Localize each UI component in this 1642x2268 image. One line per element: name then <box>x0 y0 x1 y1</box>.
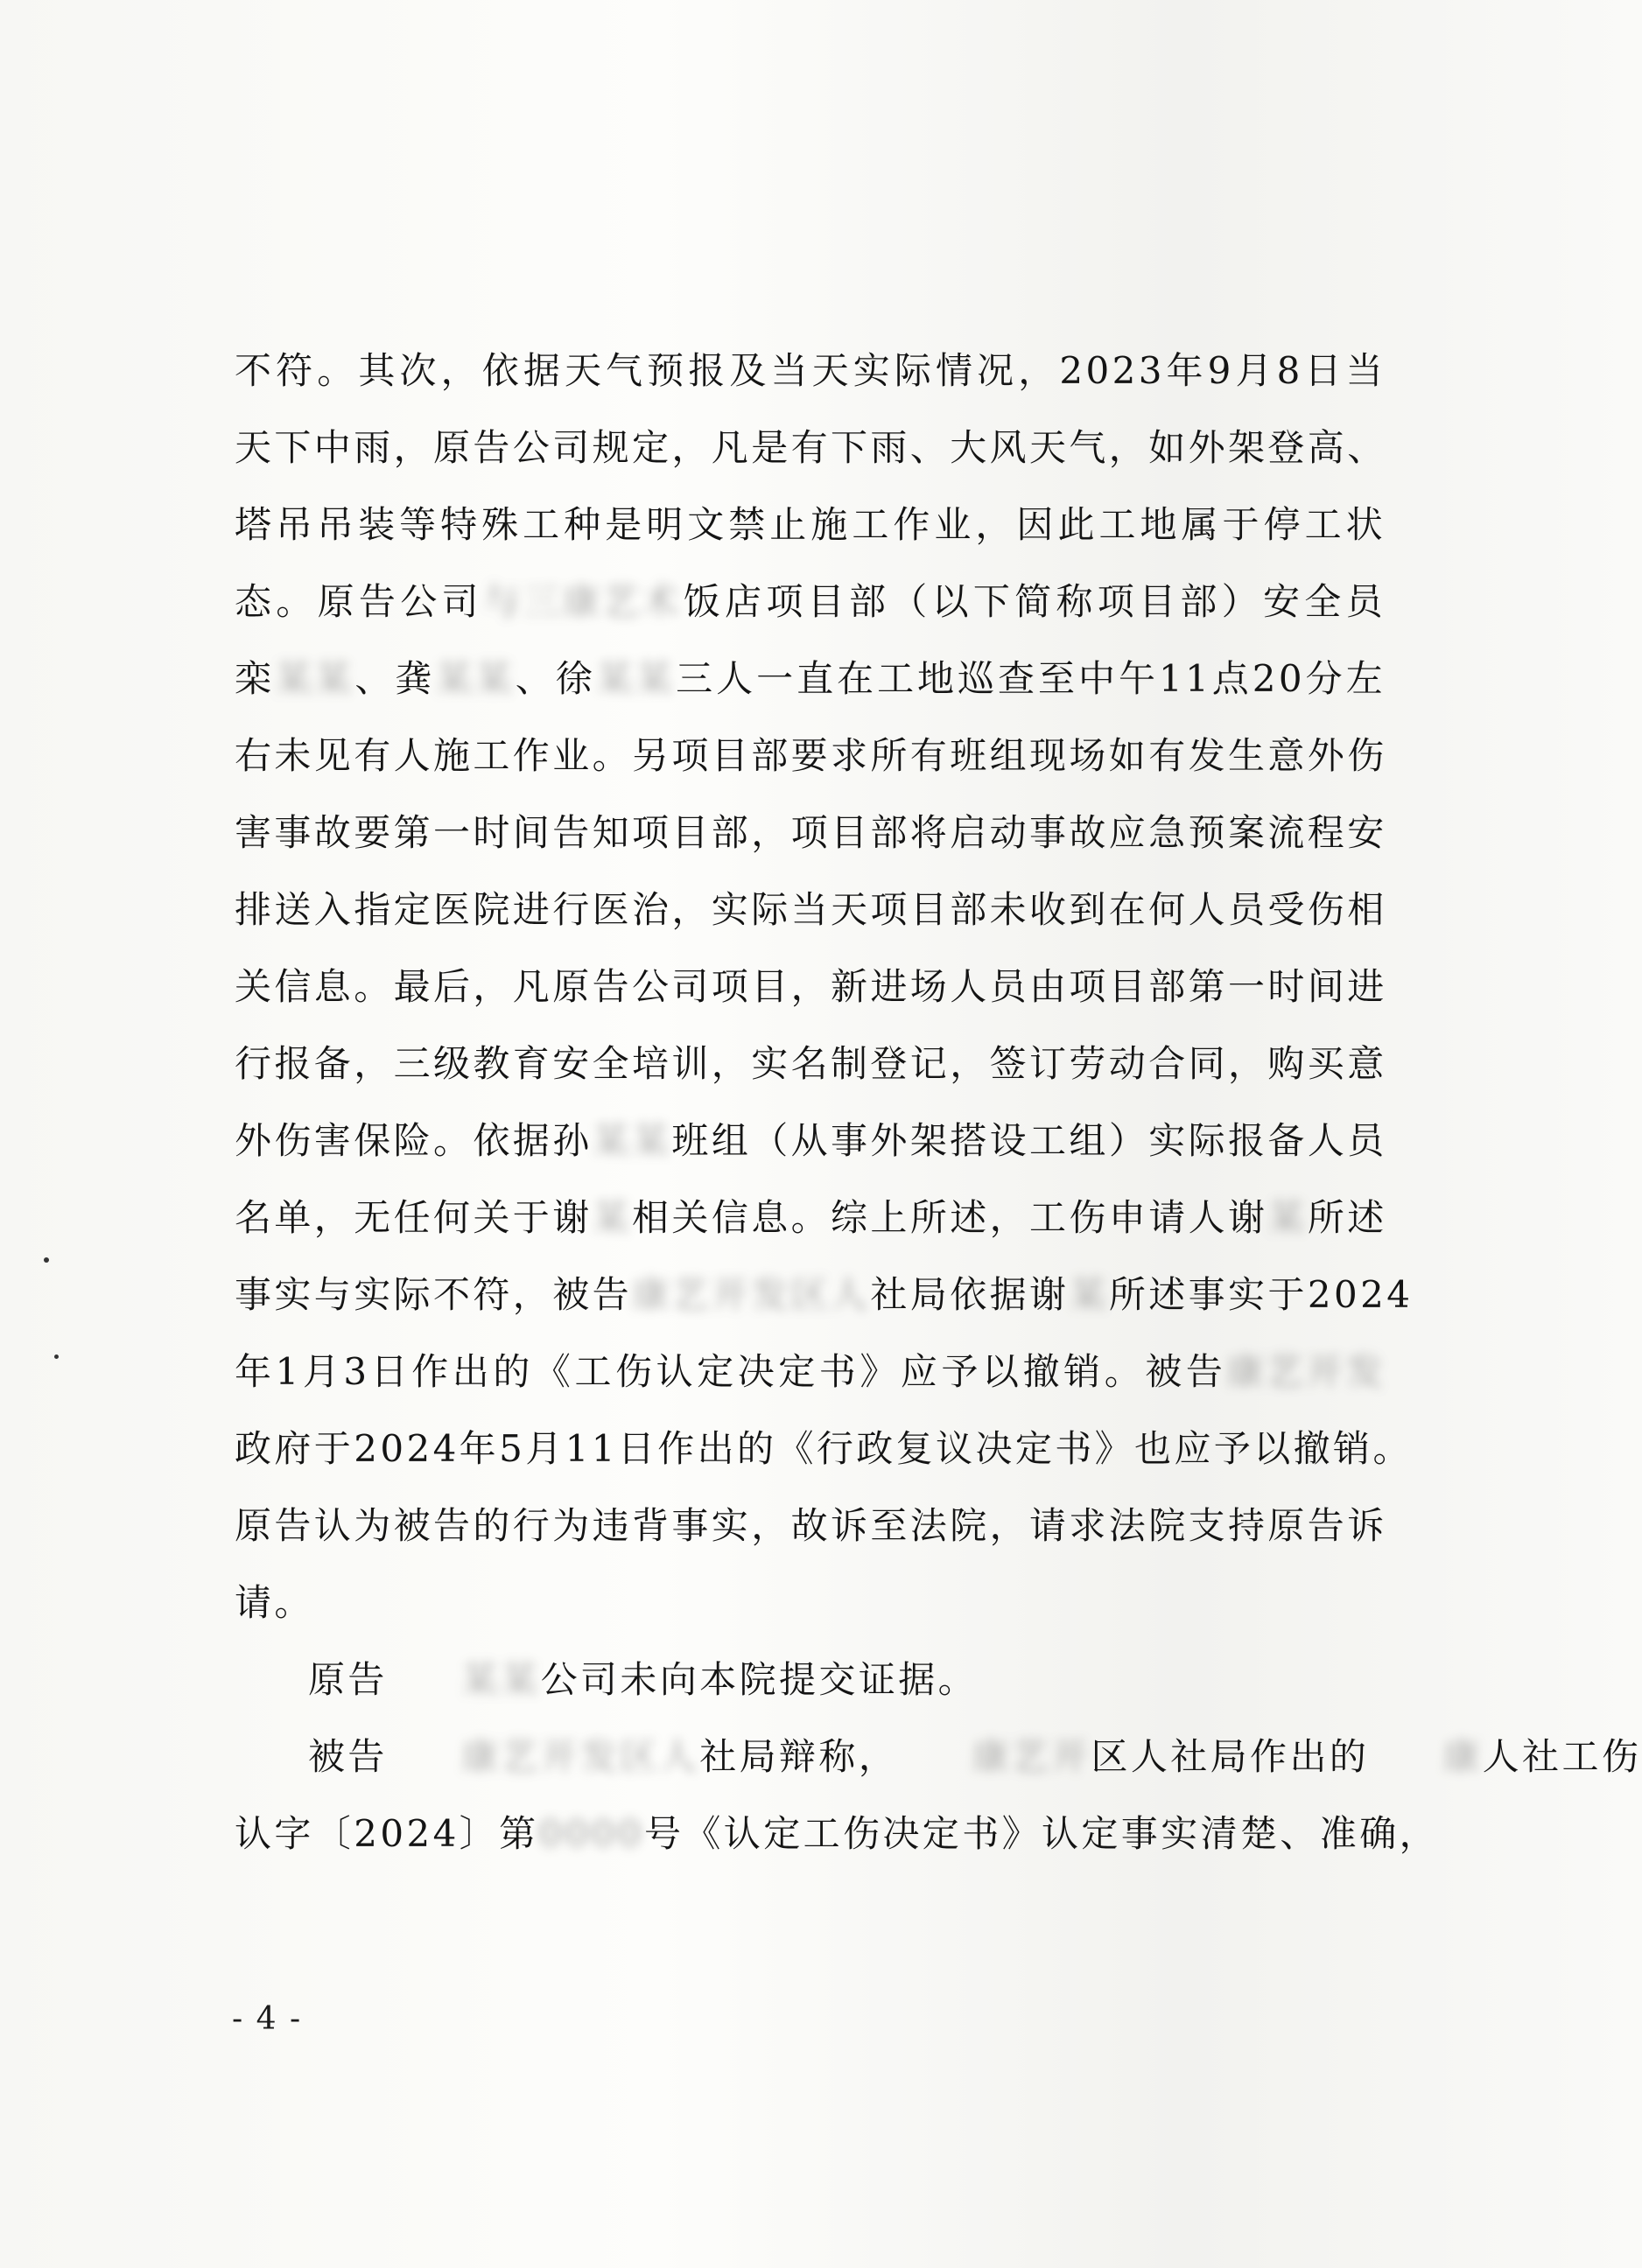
redacted-text: 某 <box>1069 1273 1109 1316</box>
text-line: 原告认为被告的行为违背事实，故诉至法院，请求法院支持原告诉 <box>235 1504 1387 1547</box>
text-line: 行报备，三级教育安全培训，实名制登记，签订劳动合同，购买意 <box>235 1042 1387 1085</box>
text-line: 态。原告公司与三康艺术饭店项目部（以下简称项目部）安全员 <box>235 564 1386 640</box>
redacted-text: 0000 <box>538 1812 644 1855</box>
text-line: 年1月3日作出的《工伤认定决定书》应予以撤销。被告康艺开发 <box>235 1334 1386 1410</box>
redacted-text: 康艺开发区人 <box>460 1735 700 1778</box>
text-line: 认字〔2024〕第0000号《认定工伤决定书》认定事实清楚、准确， <box>235 1796 1386 1872</box>
redacted-text: 康艺开 <box>972 1735 1091 1778</box>
redacted-text: 与三康艺术 <box>482 580 682 623</box>
text-line: 请。 <box>235 1581 314 1624</box>
redacted-text: 某某 <box>275 657 354 700</box>
redacted-text: 某 <box>592 1196 633 1239</box>
text-line: 关信息。最后，凡原告公司项目，新进场人员由项目部第一时间进 <box>235 965 1387 1008</box>
redacted-text: 某 <box>1267 1196 1308 1239</box>
text-line: 不符。其次，依据天气预报及当天实际情况，2023年9月8日当 <box>235 349 1386 392</box>
text-line: 排送入指定医院进行医治，实际当天项目部未收到在何人员受伤相 <box>235 888 1387 931</box>
text-line: 右未见有人施工作业。另项目部要求所有班组现场如有发生意外伤 <box>235 734 1387 777</box>
page-number: - 4 - <box>232 2001 303 2037</box>
redacted-text: 某某 <box>592 1119 672 1162</box>
paragraph-line: 被告 康艺开发区人社局辩称， 康艺开区人社局作出的 康人社工伤 <box>235 1718 1386 1796</box>
redacted-text: 康艺开发区人 <box>632 1273 871 1316</box>
paragraph-line: 原告 某某公司未向本院提交证据。 <box>235 1642 1386 1718</box>
body-text <box>235 332 1642 1872</box>
text-line: 害事故要第一时间告知项目部，项目部将启动事故应急预案流程安 <box>235 811 1387 854</box>
redacted-text: 某某 <box>435 657 516 700</box>
scan-speck <box>54 1354 59 1359</box>
redacted-text: 某某 <box>460 1658 541 1701</box>
redacted-text: 某某 <box>595 657 676 700</box>
text-line: 政府于2024年5月11日作出的《行政复议决定书》也应予以撤销。 <box>235 1427 1413 1470</box>
redacted-text: 康 <box>1442 1735 1483 1778</box>
scan-speck <box>44 1257 49 1263</box>
text-line: 栾某某、龚某某、徐某某三人一直在工地巡查至中午11点20分左 <box>235 640 1386 718</box>
text-line: 塔吊吊装等特殊工种是明文禁止施工作业，因此工地属于停工状 <box>235 503 1386 546</box>
text-line: 名单，无任何关于谢某相关信息。综上所述，工伤申请人谢某所述 <box>235 1180 1386 1256</box>
text-line: 天下中雨，原告公司规定，凡是有下雨、大风天气，如外架登高、 <box>235 426 1387 469</box>
redacted-text: 康艺开发 <box>1226 1350 1386 1393</box>
text-line: 事实与实际不符，被告康艺开发区人社局依据谢某所述事实于2024 <box>235 1256 1386 1334</box>
text-line: 外伤害保险。依据孙某某班组（从事外架搭设工组）实际报备人员 <box>235 1102 1386 1180</box>
